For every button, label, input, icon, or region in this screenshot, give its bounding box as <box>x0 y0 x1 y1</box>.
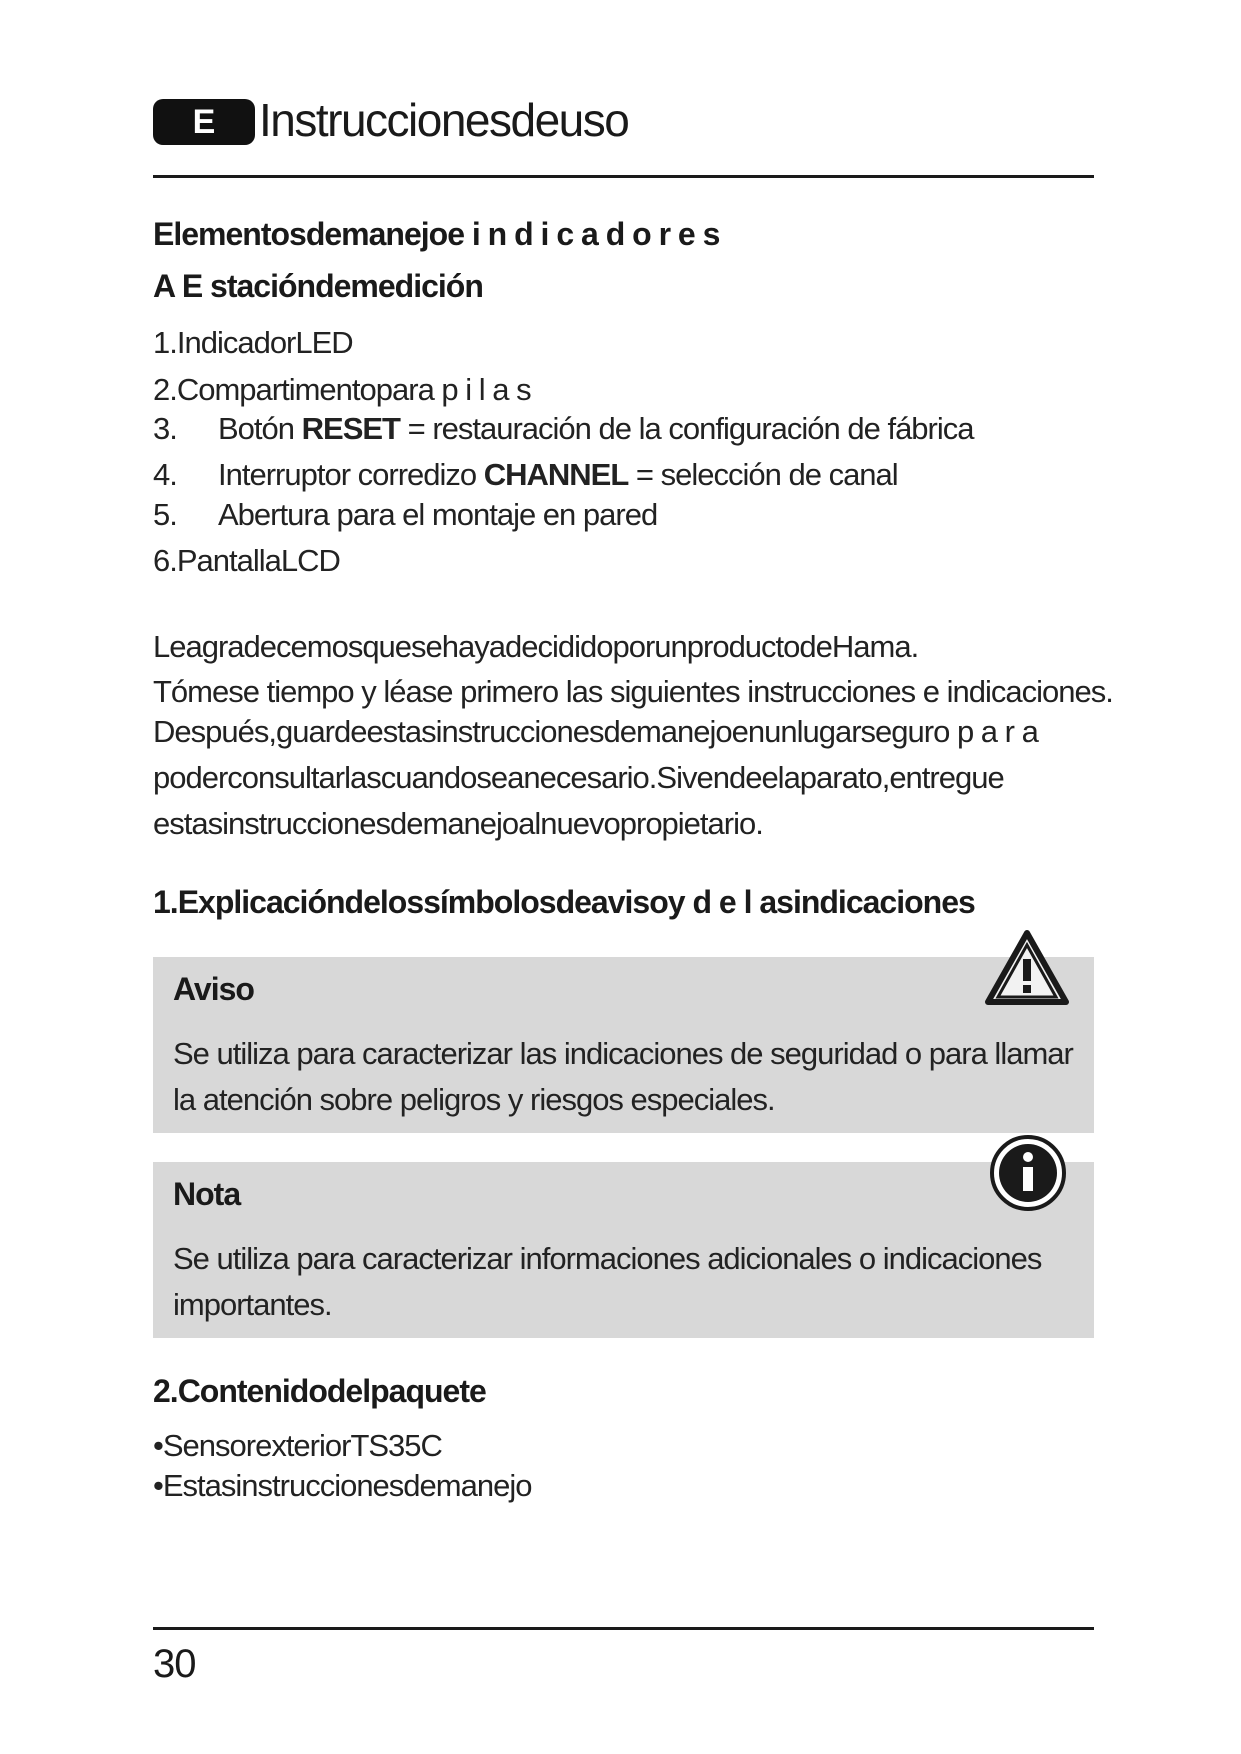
warning-title: Aviso <box>173 971 254 1007</box>
page-number: 30 <box>153 1642 196 1686</box>
item-text: = restauración de la configuración de fábrica <box>399 411 974 446</box>
section-2-heading: 2.Contenidodelpaquete <box>153 1373 486 1409</box>
intro-line-5: estasinstruccionesdemanejoalnuevopropietario. <box>153 806 763 841</box>
item-text: Interruptor corredizo <box>218 457 484 492</box>
controls-item-1: 1.IndicadorLED <box>153 325 353 360</box>
package-item: •Estasinstruccionesdemanejo <box>153 1468 532 1503</box>
note-text-line: Se utiliza para caracterizar informaciones adicionales o indicaciones <box>173 1241 1042 1276</box>
controls-heading: Elementosdemanejoe i n d i c a d o r e s <box>153 216 720 252</box>
document-title: Instruccionesdeuso <box>259 94 629 146</box>
warning-box <box>153 957 1094 1133</box>
info-icon <box>988 1133 1068 1213</box>
controls-item-6: 6.PantallaLCD <box>153 543 340 578</box>
item-number: 5. <box>153 497 177 532</box>
note-title: Nota <box>173 1176 241 1212</box>
warning-text-line: Se utiliza para caracterizar las indicaciones de seguridad o para llamar <box>173 1036 1073 1071</box>
package-item: •SensorexteriorTS35C <box>153 1428 442 1463</box>
controls-item-3 <box>153 411 974 447</box>
warning-triangle-icon <box>984 929 1070 1007</box>
controls-item-4 <box>153 457 898 493</box>
note-text-line: importantes. <box>173 1287 332 1322</box>
controls-subheading: A E stacióndemedición <box>153 268 483 304</box>
language-badge: E <box>153 99 255 145</box>
controls-item-5 <box>153 497 657 533</box>
item-keyword: RESET <box>301 411 400 446</box>
footer-divider <box>153 1627 1094 1630</box>
intro-line-3: Después,guardeestasinstruccionesdemanejoenunlugarseguro p a r a <box>153 714 1038 749</box>
controls-item-2: 2.Compartimentopara p i l a s <box>153 372 531 407</box>
item-keyword: CHANNEL <box>483 457 629 492</box>
intro-line-1: LeagradecemosquesehayadecididoporunproductodeHama. <box>153 629 919 664</box>
section-1-heading: 1.Explicacióndelossímbolosdeavisoy d e l asindicaciones <box>153 884 975 920</box>
item-text: Botón <box>218 411 302 446</box>
intro-line-2: Tómese tiempo y léase primero las siguientes instrucciones e indicaciones. <box>153 674 1113 709</box>
note-text <box>173 1236 1073 1328</box>
note-box <box>153 1162 1094 1338</box>
warning-text <box>173 1031 1073 1123</box>
item-number: 4. <box>153 457 177 492</box>
item-number: 3. <box>153 411 177 446</box>
warning-text-line: la atención sobre peligros y riesgos especiales. <box>173 1082 775 1117</box>
intro-line-4: poderconsultarlascuandoseanecesario.Sivendeelaparato,entregue <box>153 760 1004 795</box>
item-text: Abertura para el montaje en pared <box>218 497 658 532</box>
item-text: = selección de canal <box>628 457 898 492</box>
header-divider <box>153 175 1094 178</box>
